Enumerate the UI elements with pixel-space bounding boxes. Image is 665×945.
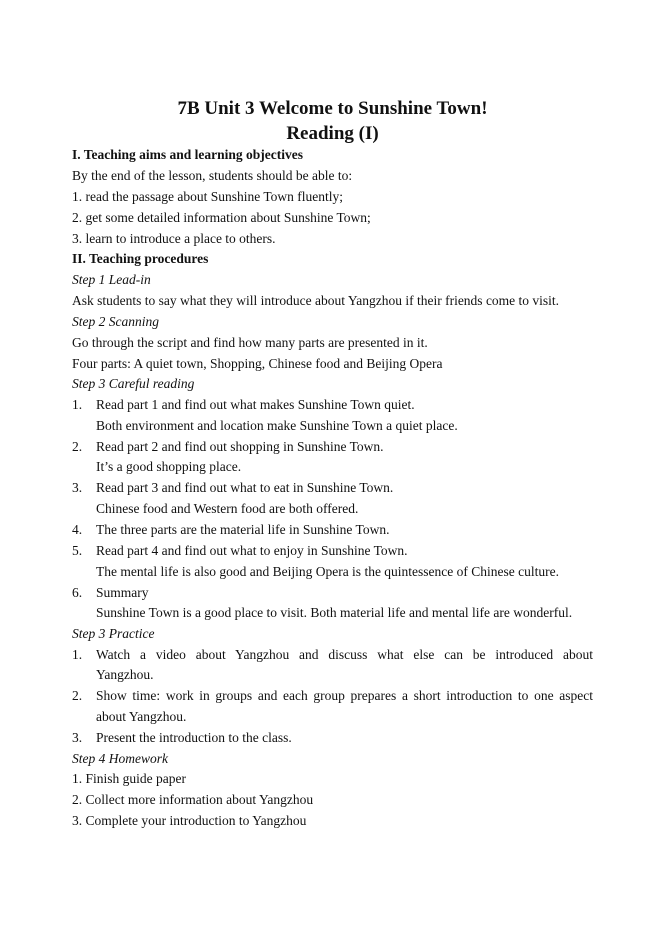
list-number: 1. [72, 647, 83, 662]
list-item: Summary [96, 585, 149, 600]
step-text: Go through the script and find how many parts are presented in it. [72, 335, 428, 350]
step-title: Step 3 Careful reading [72, 376, 195, 391]
list-answer: Both environment and location make Sunshine Town a quiet place. [96, 418, 458, 433]
list-item: Watch a video about Yangzhou and discuss what else can be introduced about [96, 647, 593, 662]
aim-item: 1. read the passage about Sunshine Town fluently; [72, 189, 344, 204]
step-text: Four parts: A quiet town, Shopping, Chinese food and Beijing Opera [72, 356, 443, 371]
list-item-continued: Yangzhou. [96, 667, 154, 682]
list-number: 5. [72, 543, 83, 558]
list-number: 1. [72, 397, 83, 412]
list-item: Present the introduction to the class. [96, 730, 292, 745]
aim-item: 2. get some detailed information about Sunshine Town; [72, 210, 371, 225]
list-number: 2. [72, 688, 83, 703]
homework-item: 1. Finish guide paper [72, 771, 186, 786]
list-item: Read part 4 and find out what to enjoy in Sunshine Town. [96, 543, 408, 558]
aim-item: 3. learn to introduce a place to others. [72, 231, 276, 246]
homework-item: 2. Collect more information about Yangzhou [72, 792, 314, 807]
step-title: Step 3 Practice [72, 626, 155, 641]
list-answer: It’s a good shopping place. [96, 459, 242, 474]
document-title: 7B Unit 3 Welcome to Sunshine Town! [177, 98, 488, 119]
step-title: Step 1 Lead-in [72, 272, 151, 287]
list-item: Show time: work in groups and each group prepares a short introduction to one aspect [96, 688, 593, 703]
aims-intro: By the end of the lesson, students should be able to: [72, 168, 353, 183]
step-text: Ask students to say what they will introduce about Yangzhou if their friends come to visit. [72, 293, 560, 308]
list-number: 6. [72, 585, 83, 600]
step-title: Step 4 Homework [72, 751, 168, 766]
list-item: Read part 1 and find out what makes Sunshine Town quiet. [96, 397, 415, 412]
list-item: Read part 3 and find out what to eat in Sunshine Town. [96, 480, 394, 495]
list-item-continued: about Yangzhou. [96, 709, 187, 724]
document-subtitle: Reading (I) [286, 123, 379, 144]
list-answer: Chinese food and Western food are both offered. [96, 501, 359, 516]
list-item: Read part 2 and find out shopping in Sunshine Town. [96, 439, 384, 454]
homework-item: 3. Complete your introduction to Yangzhou [72, 813, 307, 828]
section-heading-procedures: II. Teaching procedures [72, 251, 209, 266]
list-number: 4. [72, 522, 83, 537]
list-number: 3. [72, 730, 83, 745]
list-number: 3. [72, 480, 83, 495]
step-title: Step 2 Scanning [72, 314, 159, 329]
section-heading-aims: I. Teaching aims and learning objectives [72, 147, 304, 162]
list-answer: The mental life is also good and Beijing Opera is the quintessence of Chinese culture. [96, 564, 560, 579]
list-item: The three parts are the material life in Sunshine Town. [96, 522, 390, 537]
list-answer: Sunshine Town is a good place to visit. Both material life and mental life are wonderful. [96, 605, 573, 620]
list-number: 2. [72, 439, 83, 454]
